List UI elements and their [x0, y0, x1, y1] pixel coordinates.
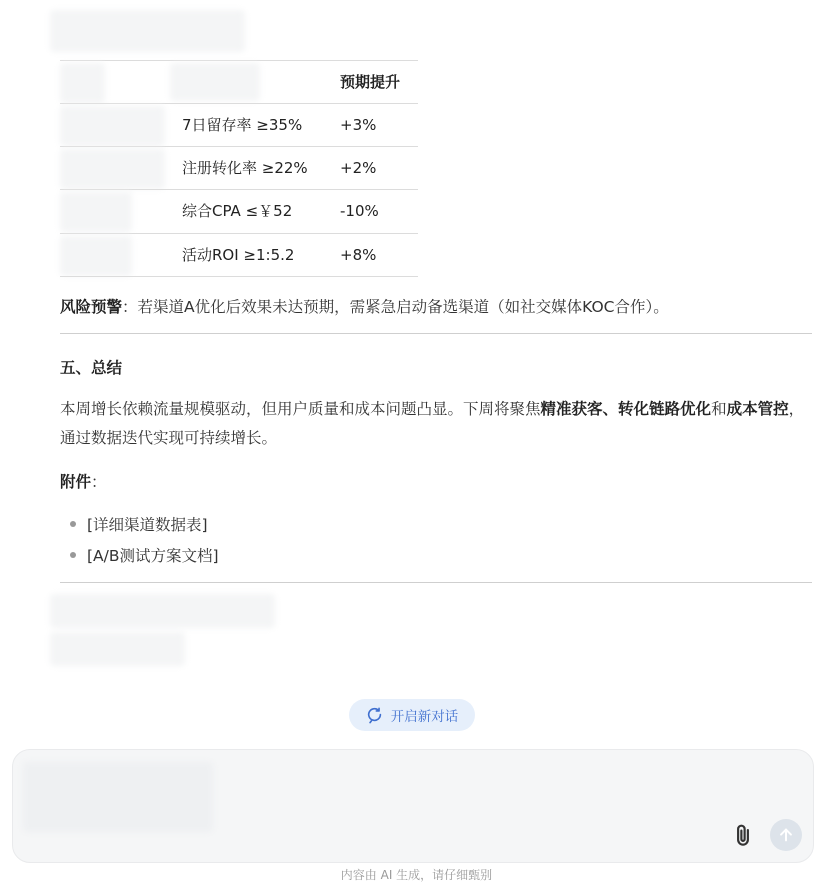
- attachment-link[interactable]: [详细渠道数据表]: [87, 516, 208, 534]
- blurred-cell: [60, 149, 165, 189]
- table-row: [60, 189, 418, 233]
- table-header-row: [60, 60, 418, 104]
- attachments-label: [60, 470, 107, 492]
- blurred-input-text: [23, 762, 213, 832]
- attachments-title: 附件: [60, 473, 92, 491]
- paperclip-icon: [730, 822, 756, 850]
- summary-bold: 成本管控: [726, 400, 789, 418]
- summary-sep: 和: [711, 400, 727, 418]
- risk-warning: [60, 295, 669, 317]
- new-chat-label: 开启新对话: [390, 709, 459, 725]
- attachment-link[interactable]: [A/B测试方案文档]: [87, 547, 219, 565]
- summary-bold: 转化链路优化: [618, 400, 712, 418]
- risk-label: 风险预警: [60, 298, 123, 316]
- header-gain: 预期提升: [340, 73, 401, 91]
- metric-cell: 注册转化率 ≥22%: [182, 159, 308, 177]
- summary-paragraph: [60, 395, 812, 453]
- list-item[interactable]: [70, 513, 208, 535]
- ai-disclaimer: 内容由 AI 生成，请仔细甄别: [340, 868, 493, 882]
- attachments-colon: ：: [91, 473, 107, 491]
- blurred-content: [50, 594, 275, 628]
- blurred-cell: [60, 106, 165, 146]
- gain-cell: -10%: [340, 202, 379, 220]
- summary-text: ，通过数据迭代实现可持续增长。: [60, 400, 805, 447]
- arrow-up-icon: [777, 826, 795, 844]
- message-input[interactable]: [12, 749, 814, 863]
- metric-cell: 7日留存率 ≥35%: [182, 116, 303, 134]
- attach-button[interactable]: [730, 822, 756, 850]
- divider: [60, 582, 812, 583]
- summary-bold: 精准获客: [540, 400, 603, 418]
- gain-cell: +8%: [340, 246, 377, 264]
- chat-refresh-icon: [366, 706, 384, 724]
- risk-text: ：若渠道A优化后效果未达预期，需紧急启动备选渠道（如社交媒体KOC合作）。: [122, 298, 669, 316]
- blurred-content: [50, 10, 245, 52]
- gain-cell: +3%: [340, 116, 377, 134]
- summary-heading: 五、总结: [60, 359, 123, 377]
- table-row: [60, 103, 418, 147]
- table-bottom-border: [60, 276, 418, 277]
- table-row: [60, 146, 418, 190]
- gain-cell: +2%: [340, 159, 377, 177]
- summary-sep: 、: [602, 400, 619, 418]
- table-row: [60, 233, 418, 277]
- divider: [60, 333, 812, 334]
- bullet: [70, 552, 76, 558]
- blurred-cell: [60, 63, 105, 103]
- list-item[interactable]: [70, 544, 219, 566]
- summary-text: 本周增长依赖流量规模驱动，但用户质量和成本问题凸显。下周将聚焦: [60, 400, 541, 418]
- blurred-cell: [60, 236, 132, 276]
- blurred-cell: [60, 192, 132, 232]
- new-chat-button[interactable]: [349, 699, 475, 731]
- metric-cell: 综合CPA ≤￥52: [182, 202, 293, 220]
- blurred-header-cell: [170, 63, 260, 101]
- blurred-content: [50, 632, 185, 666]
- metric-cell: 活动ROI ≥1:5.2: [182, 246, 295, 264]
- bullet: [70, 521, 76, 527]
- send-button[interactable]: [770, 819, 802, 851]
